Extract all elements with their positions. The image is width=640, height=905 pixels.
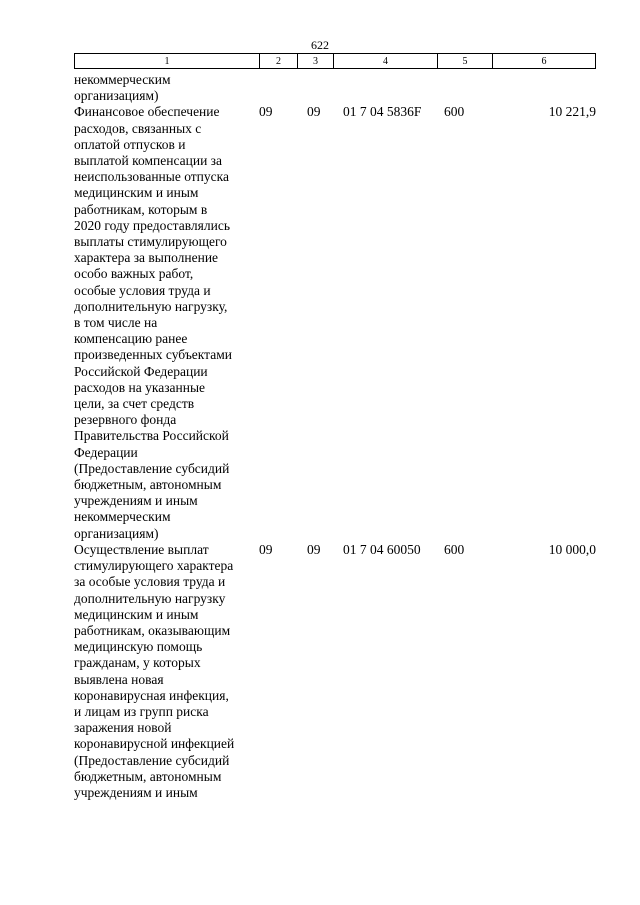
expense-name-line: (Предоставление субсидий <box>74 752 230 768</box>
column-header-2: 2 <box>260 54 298 69</box>
expense-name-line: 2020 году предоставлялись <box>74 217 230 233</box>
expense-name-cell <box>74 542 259 801</box>
expense-name-line: медицинским и иным <box>74 606 199 622</box>
table-row <box>74 72 596 104</box>
expense-name-line: (Предоставление субсидий <box>74 460 230 476</box>
expense-name-line: коронавирусная инфекция, <box>74 687 229 703</box>
target-article-cell: 01 7 04 60050 <box>343 541 421 557</box>
budget-table-body <box>74 72 596 801</box>
expense-name-line: медицинскую помощь <box>74 639 203 655</box>
expense-name-cell <box>74 72 259 104</box>
expense-name-line: Осуществление выплат <box>74 541 209 557</box>
column-header-4: 4 <box>334 54 438 69</box>
column-header-5: 5 <box>438 54 493 69</box>
expense-name-line: за особые условия труда и <box>74 574 226 590</box>
expense-name-line: особые условия труда и <box>74 282 211 298</box>
expense-name-line: произведенных субъектами <box>74 347 232 363</box>
expense-name-line: оплатой отпусков и <box>74 136 186 152</box>
amount-cell: 10 221,9 <box>548 104 596 120</box>
expense-name-line: выявлена новая <box>74 671 164 687</box>
expense-name-line: некоммерческим <box>74 72 171 87</box>
expense-name-line: и лицам из групп риска <box>74 703 209 719</box>
expense-name-line: коронавирусной инфекцией <box>74 736 235 752</box>
expense-name-line: бюджетным, автономным <box>74 768 222 784</box>
expense-type-cell: 600 <box>444 541 465 557</box>
expense-name-line: Финансовое обеспечение <box>74 104 220 120</box>
expense-name-line: Федерации <box>74 444 138 460</box>
expense-name-line: Российской Федерации <box>74 363 208 379</box>
expense-name-line: учреждениям и иным <box>74 493 198 509</box>
expense-name-line: некоммерческим <box>74 509 171 525</box>
expense-name-line: цели, за счет средств <box>74 396 195 412</box>
expense-name-line: дополнительную нагрузку, <box>74 298 228 314</box>
expense-name-line: расходов, связанных с <box>74 120 202 136</box>
expense-name-line: характера за выполнение <box>74 250 219 266</box>
expense-name-line: бюджетным, автономным <box>74 477 222 493</box>
expense-name-line: особо важных работ, <box>74 266 194 282</box>
expense-name-line: выплатой компенсации за <box>74 153 222 169</box>
column-header-row <box>75 54 596 69</box>
section-code-cell: 09 <box>259 541 273 557</box>
expense-name-line: работникам, которым в <box>74 201 208 217</box>
expense-name-line: Правительства Российской <box>74 428 229 444</box>
amount-cell: 10 000,0 <box>548 541 596 557</box>
table-row <box>74 542 596 801</box>
expense-name-line: учреждениям и иным <box>74 784 198 800</box>
target-article-cell: 01 7 04 5836F <box>343 104 422 120</box>
expense-name-line: работникам, оказывающим <box>74 622 231 638</box>
column-header-3: 3 <box>298 54 334 69</box>
expense-name-cell <box>74 104 259 541</box>
column-header-1: 1 <box>75 54 260 69</box>
column-header-table <box>74 53 596 69</box>
expense-name-line: выплаты стимулирующего <box>74 234 227 250</box>
expense-name-line: заражения новой <box>74 720 172 736</box>
expense-name-line: резервного фонда <box>74 412 177 428</box>
expense-name-line: организациям) <box>74 88 159 104</box>
expense-name-line: неиспользованные отпуска <box>74 169 229 185</box>
expense-name-line: компенсацию ранее <box>74 331 188 347</box>
page-number: 622 <box>311 38 329 52</box>
expense-name-line: медицинским и иным <box>74 185 199 201</box>
subsection-code-cell: 09 <box>307 541 321 557</box>
expense-name-line: расходов на указанные <box>74 379 206 395</box>
table-row <box>74 104 596 541</box>
expense-type-cell: 600 <box>444 104 465 120</box>
expense-name-line: в том числе на <box>74 315 158 331</box>
expense-name-line: дополнительную нагрузку <box>74 590 226 606</box>
subsection-code-cell: 09 <box>307 104 321 120</box>
expense-name-line: гражданам, у которых <box>74 655 201 671</box>
expense-name-line: организациям) <box>74 525 159 541</box>
section-code-cell: 09 <box>259 104 273 120</box>
column-header-6: 6 <box>493 54 596 69</box>
expense-name-line: стимулирующего характера <box>74 558 234 574</box>
